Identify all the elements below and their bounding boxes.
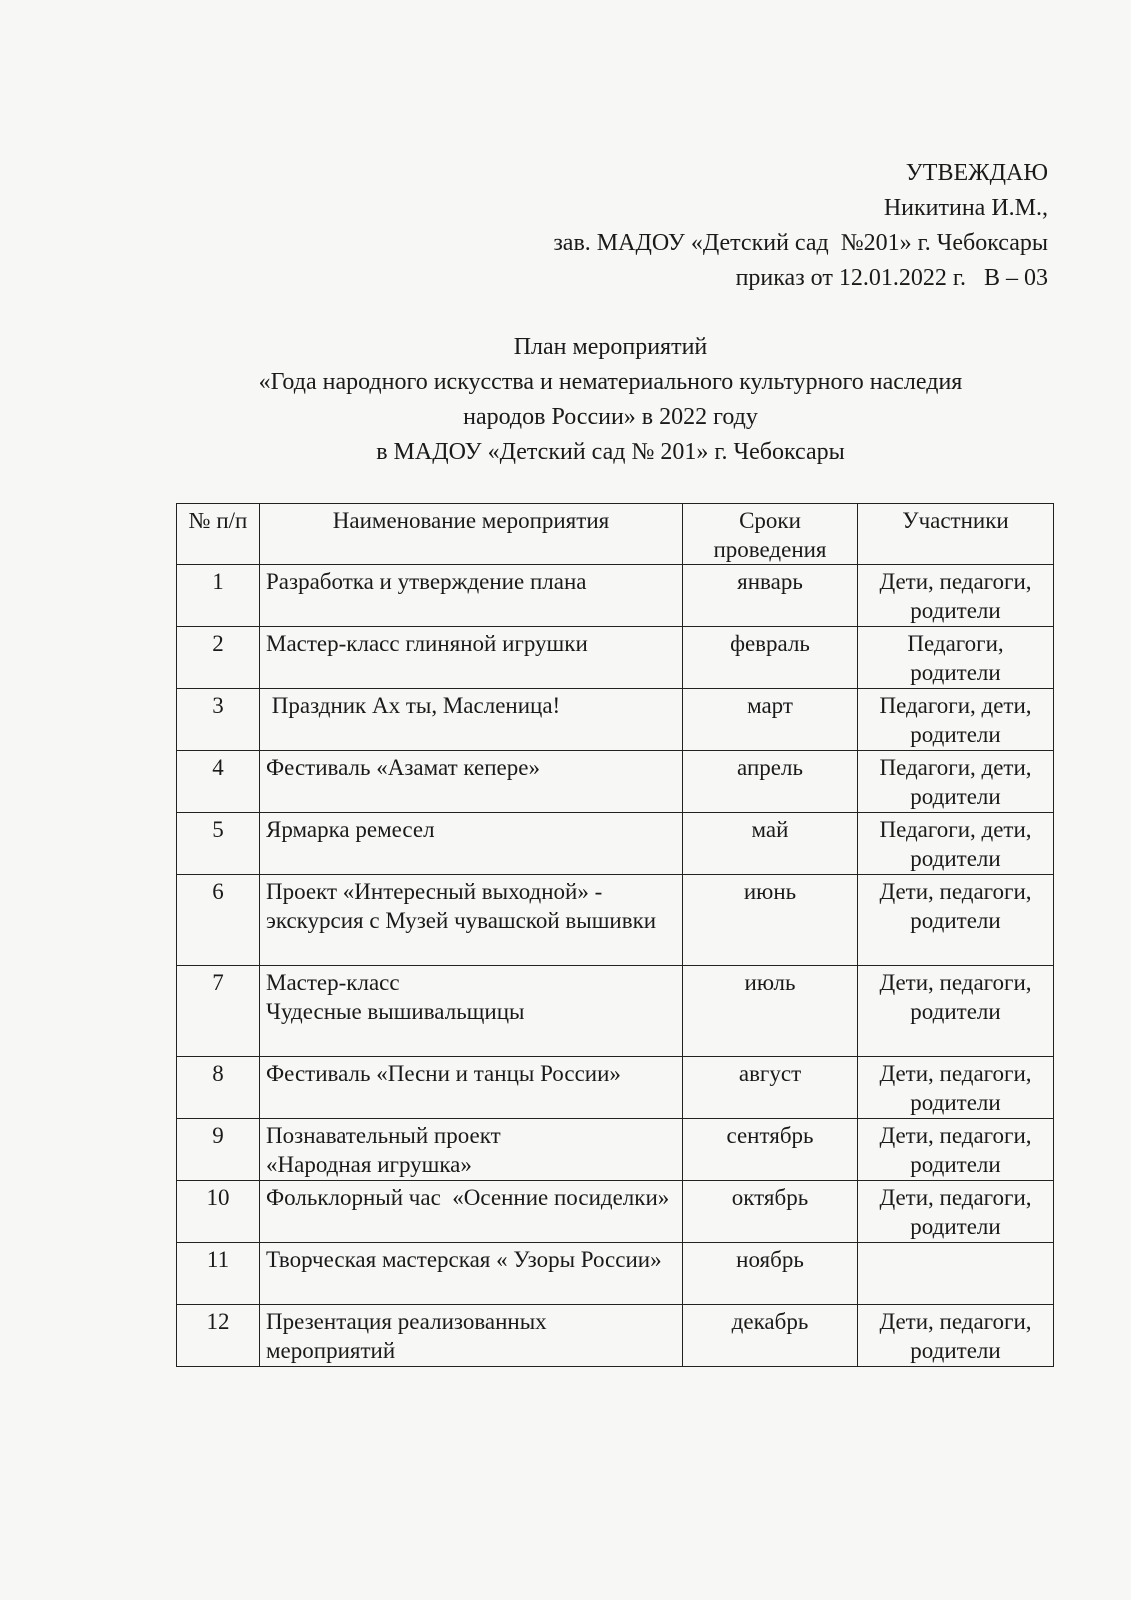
row-participants: [858, 1181, 1054, 1243]
row-number: [177, 751, 260, 813]
row-term: [683, 1181, 858, 1243]
row-participants: [858, 1119, 1054, 1181]
row-participants: [858, 1305, 1054, 1367]
row-term-text: ноябрь: [736, 1247, 804, 1272]
row-number: [177, 813, 260, 875]
row-term: [683, 565, 858, 627]
row-number-text: 5: [212, 817, 224, 842]
row-participants: [858, 1243, 1054, 1305]
table-row: [177, 689, 1054, 751]
row-term: [683, 1057, 858, 1119]
row-number: [177, 627, 260, 689]
row-participants-text: Педагоги, дети, родители: [879, 817, 1032, 871]
row-number: [177, 689, 260, 751]
row-participants-text: Дети, педагоги, родители: [879, 1309, 1032, 1363]
row-term-text: октябрь: [731, 1185, 809, 1210]
row-event-name: [260, 1243, 683, 1305]
row-term: [683, 966, 858, 1057]
row-term-text: сентябрь: [726, 1123, 814, 1148]
row-event-name-text: Фестиваль «Азамат кепере»: [266, 755, 540, 780]
row-participants: [858, 627, 1054, 689]
row-number-text: 2: [212, 631, 224, 656]
row-term: [683, 813, 858, 875]
row-participants: [858, 813, 1054, 875]
row-event-name-text: Разработка и утверждение плана: [266, 569, 587, 594]
table-row: [177, 1305, 1054, 1367]
row-participants-text: Дети, педагоги, родители: [879, 1185, 1032, 1239]
row-event-name: [260, 627, 683, 689]
row-participants-text: Педагоги, дети, родители: [879, 693, 1032, 747]
row-term-text: февраль: [730, 631, 810, 656]
table-row: [177, 627, 1054, 689]
row-number-text: 11: [206, 1247, 230, 1272]
row-number: [177, 1181, 260, 1243]
header-participants: Участники: [858, 504, 1054, 565]
title-line-3: народов России» в 2022 году: [463, 404, 758, 430]
row-event-name: [260, 1119, 683, 1181]
header-event-name: Наименование мероприятия: [260, 504, 683, 565]
table-row: [177, 1243, 1054, 1305]
row-event-name-text: Фольклорный час «Осенние посиделки»: [266, 1185, 670, 1210]
row-event-name-text: Праздник Ах ты, Масленица!: [266, 693, 561, 718]
row-number-text: 6: [212, 879, 224, 904]
row-event-name-text: Мастер-класс Чудесные вышивальщицы: [266, 970, 525, 1024]
row-event-name: [260, 751, 683, 813]
row-term-text: апрель: [737, 755, 803, 780]
row-participants-text: Дети, педагоги, родители: [879, 1123, 1032, 1177]
row-term: [683, 875, 858, 966]
table-row: [177, 1181, 1054, 1243]
row-participants-text: Дети, педагоги, родители: [879, 1061, 1032, 1115]
row-term: [683, 1119, 858, 1181]
row-event-name-text: Ярмарка ремесел: [266, 817, 435, 842]
row-number: [177, 565, 260, 627]
row-participants-text: Дети, педагоги, родители: [879, 879, 1032, 933]
table-header-row: [177, 504, 1054, 565]
row-term-text: январь: [737, 569, 803, 594]
row-event-name: [260, 1057, 683, 1119]
row-number-text: 9: [212, 1123, 224, 1148]
row-term-text: март: [747, 693, 793, 718]
row-participants: [858, 875, 1054, 966]
row-number: [177, 966, 260, 1057]
document-title: [0, 330, 1131, 470]
row-term-text: август: [738, 1061, 802, 1086]
approver-name: Никитина И.М.,: [883, 195, 1048, 221]
row-term: [683, 1305, 858, 1367]
row-event-name: [260, 813, 683, 875]
row-event-name: [260, 1305, 683, 1367]
row-term: [683, 689, 858, 751]
row-number: [177, 875, 260, 966]
row-number-text: 7: [212, 970, 224, 995]
row-event-name-text: Мастер-класс глиняной игрушки: [266, 631, 588, 656]
row-event-name: [260, 875, 683, 966]
row-event-name-text: Познавательный проект «Народная игрушка»: [266, 1123, 501, 1177]
row-event-name-text: Творческая мастерская « Узоры России»: [266, 1247, 662, 1272]
header-term: Сроки проведения: [683, 504, 858, 565]
row-number-text: 10: [206, 1185, 230, 1210]
row-number: [177, 1057, 260, 1119]
row-participants: [858, 966, 1054, 1057]
row-event-name-text: Фестиваль «Песни и танцы России»: [266, 1061, 621, 1086]
row-term: [683, 1243, 858, 1305]
row-participants-text: Педагоги, дети, родители: [879, 755, 1032, 809]
row-participants: [858, 565, 1054, 627]
table-row: [177, 751, 1054, 813]
row-number: [177, 1305, 260, 1367]
row-participants: [858, 1057, 1054, 1119]
approval-heading: УТВЕЖДАЮ: [905, 160, 1048, 186]
row-number-text: 3: [212, 693, 224, 718]
header-number: № п/п: [177, 504, 260, 565]
table-row: [177, 966, 1054, 1057]
events-table: [176, 503, 1054, 1367]
row-participants-text: Педагоги, родители: [907, 631, 1004, 685]
row-participants: [858, 751, 1054, 813]
row-event-name: [260, 1181, 683, 1243]
row-event-name: [260, 689, 683, 751]
row-number: [177, 1119, 260, 1181]
table-row: [177, 565, 1054, 627]
row-number-text: 8: [212, 1061, 224, 1086]
row-term-text: декабрь: [731, 1309, 809, 1334]
row-term-text: июль: [744, 970, 796, 995]
row-term: [683, 751, 858, 813]
approval-block: [553, 156, 1048, 296]
row-event-name: [260, 966, 683, 1057]
table-row: [177, 875, 1054, 966]
title-line-2: «Года народного искусства и нематериального культурного наследия: [258, 369, 963, 395]
table-row: [177, 1057, 1054, 1119]
row-participants-text: Дети, педагоги, родители: [879, 569, 1032, 623]
order-reference: приказ от 12.01.2022 г. В – 03: [735, 265, 1048, 291]
row-participants-text: Дети, педагоги, родители: [879, 970, 1032, 1024]
approver-position: зав. МАДОУ «Детский сад №201» г. Чебоксары: [553, 230, 1048, 256]
row-number-text: 4: [212, 755, 224, 780]
row-number-text: 1: [212, 569, 224, 594]
row-term-text: май: [751, 817, 789, 842]
row-number-text: 12: [206, 1309, 230, 1334]
table-row: [177, 813, 1054, 875]
row-term-text: июнь: [743, 879, 797, 904]
table-row: [177, 1119, 1054, 1181]
row-participants: [858, 689, 1054, 751]
row-event-name-text: Презентация реализованных мероприятий: [266, 1309, 553, 1363]
title-line-4: в МАДОУ «Детский сад № 201» г. Чебоксары: [376, 439, 845, 465]
row-event-name-text: Проект «Интересный выходной» - экскурсия с Музей чувашской вышивки: [266, 879, 657, 933]
row-term: [683, 627, 858, 689]
title-line-1: План мероприятий: [513, 334, 708, 360]
row-event-name: [260, 565, 683, 627]
row-number: [177, 1243, 260, 1305]
